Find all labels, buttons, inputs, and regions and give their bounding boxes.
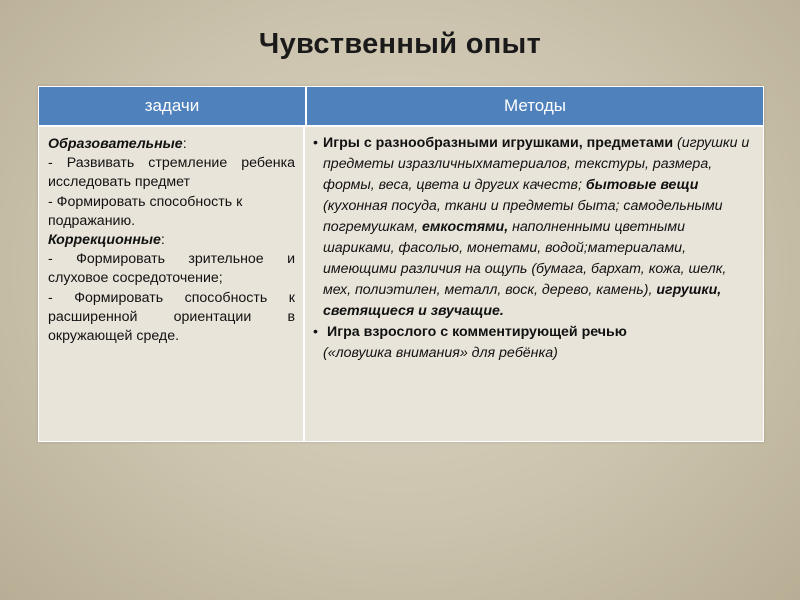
header-methods: Методы — [307, 87, 763, 125]
method-2-title: Игра взрослого с комментирующей речью — [327, 324, 627, 340]
tasks-cell — [39, 127, 305, 441]
correctional-colon: : — [160, 232, 165, 249]
method-1-household: бытовые вещи — [585, 177, 699, 193]
correctional-title: Коррекционные — [48, 232, 161, 249]
method-2-text: («ловушка внимания» для ребёнка) — [323, 345, 558, 361]
educational-task-1: - Развивать стремление ребенка исследовать предмет — [48, 155, 295, 191]
method-1-title: Игры с разнообразными игрушками, предметами — [323, 135, 674, 151]
correctional-task-2: - Формировать способность к расширенной ориентации в окружающей среде. — [48, 289, 295, 345]
correctional-task-1: - Формировать зрительное и слуховое сосредоточение; — [48, 251, 295, 287]
method-item-2 — [313, 322, 757, 343]
header-tasks: задачи — [39, 87, 307, 125]
method-item-2-note — [313, 343, 757, 364]
educational-colon: : — [182, 136, 187, 152]
bullet-icon: • — [313, 324, 318, 340]
correctional-heading — [48, 231, 295, 250]
method-1-text-3: наполненными цветными шариками, фасолью, монетами, водой;материалами, имеющими различия на ощупь (бумага, бархат, кожа, шелк, мех, полиэтилен, металл, воск, дерево, камень), — [323, 219, 727, 298]
slide-title: Чувственный опыт — [258, 28, 542, 60]
educational-task-2: - Формировать способность к подражанию. — [48, 193, 243, 229]
educational-heading — [48, 135, 295, 154]
educational-title: Образовательные — [48, 136, 183, 152]
method-1-toys: игрушки, светящиеся и звучащие. — [323, 282, 722, 319]
method-item-1 — [313, 133, 757, 322]
method-1-text-2: (кухонная посуда, ткани и предметы быта; самодельными погремушкам, — [323, 198, 723, 235]
method-1-containers: емкостями, — [421, 219, 509, 235]
methods-cell — [307, 127, 763, 441]
method-1-text-1: (игрушки и предметы изразличныхматериалов, текстуры, размера, формы, веса, цвета и других качеств; — [323, 135, 750, 193]
methods-table — [38, 86, 764, 442]
bullet-icon: • — [313, 135, 318, 151]
